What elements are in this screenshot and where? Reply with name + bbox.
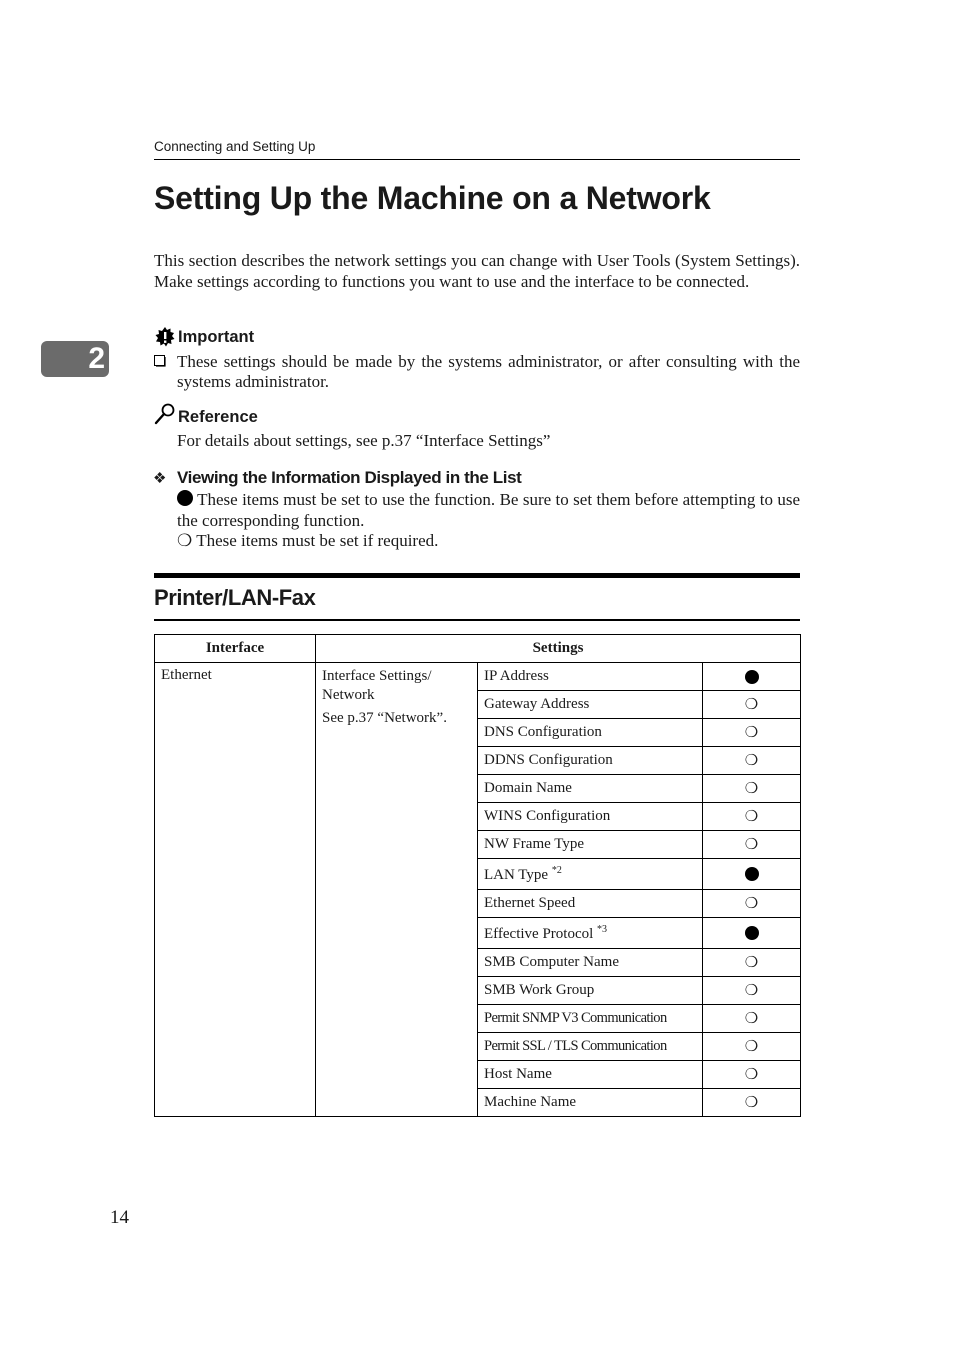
page-title: Setting Up the Machine on a Network	[154, 180, 711, 216]
footnote-ref: *3	[597, 923, 608, 935]
setting-name-cell	[478, 1089, 703, 1117]
settings-group-reference: See p.37 “Network”.	[322, 710, 447, 726]
setting-name-cell	[478, 1061, 703, 1089]
section-rule-bottom	[154, 619, 800, 621]
requirement-cell	[703, 977, 801, 1005]
filled-circle-icon	[745, 867, 759, 881]
filled-circle-icon	[177, 490, 193, 506]
open-circle-icon: ❍	[744, 753, 759, 769]
setting-name-cell	[478, 918, 703, 949]
requirement-cell	[703, 691, 801, 719]
setting-name: DDNS Configuration	[484, 752, 613, 768]
requirement-cell	[703, 1089, 801, 1117]
intro-paragraph: This section describes the network settings you can change with User Tools (System Settings). Make settings according to functions you want to use and the interface to be connected.	[154, 251, 800, 291]
setting-name: Machine Name	[484, 1094, 577, 1110]
open-circle-icon: ❍	[744, 1011, 759, 1027]
requirement-cell	[703, 1061, 801, 1089]
requirement-cell	[703, 803, 801, 831]
filled-circle-icon	[745, 926, 759, 940]
setting-name: Gateway Address	[484, 696, 590, 712]
open-circle-icon: ❍	[744, 1067, 759, 1083]
requirement-cell	[703, 663, 801, 691]
setting-name: WINS Configuration	[484, 808, 611, 824]
open-circle-icon: ❍	[744, 983, 759, 999]
requirement-cell	[703, 747, 801, 775]
header-rule	[154, 159, 800, 160]
setting-name: Permit SSL / TLS Communication	[484, 1038, 667, 1054]
setting-name: LAN Type	[484, 866, 549, 883]
setting-name-cell	[478, 1033, 703, 1061]
setting-name: IP Address	[484, 668, 549, 684]
filled-circle-icon	[745, 670, 759, 684]
open-circle-icon: ❍	[744, 725, 759, 741]
open-circle-icon: ❍	[744, 697, 759, 713]
setting-name: Host Name	[484, 1066, 552, 1082]
requirement-cell	[703, 949, 801, 977]
setting-name: DNS Configuration	[484, 724, 602, 740]
setting-name: Ethernet Speed	[484, 895, 576, 911]
open-circle-icon: ❍	[744, 955, 759, 971]
column-header-settings: Settings	[316, 635, 801, 663]
interface-cell: Ethernet	[155, 663, 316, 1117]
open-circle-icon: ❍	[744, 1039, 759, 1055]
section-rule-top	[154, 573, 800, 578]
setting-name: Domain Name	[484, 780, 572, 796]
requirement-cell	[703, 890, 801, 918]
setting-name-cell	[478, 859, 703, 890]
requirement-cell	[703, 719, 801, 747]
setting-name: SMB Work Group	[484, 982, 595, 998]
open-circle-icon: ❍	[744, 837, 759, 853]
viewing-heading: Viewing the Information Displayed in the List	[177, 468, 522, 487]
setting-name-cell	[478, 949, 703, 977]
filled-legend-text: These items must be set to use the function. Be sure to set them before attempting to use the corresponding function.	[177, 490, 800, 530]
setting-name-cell	[478, 663, 703, 691]
open-circle-icon: ❍	[744, 809, 759, 825]
important-text: These settings should be made by the systems administrator, or after consulting with the systems administrator.	[177, 352, 800, 391]
open-circle-icon: ❍	[177, 531, 193, 550]
setting-name-cell	[478, 747, 703, 775]
running-header: Connecting and Setting Up	[154, 139, 316, 154]
setting-name-cell	[478, 691, 703, 719]
setting-name: Permit SNMP V3 Communication	[484, 1010, 667, 1026]
footnote-ref: *2	[551, 864, 562, 876]
requirement-cell	[703, 918, 801, 949]
page-number: 14	[110, 1207, 129, 1228]
setting-name-cell	[478, 831, 703, 859]
important-icon	[155, 327, 175, 347]
setting-name-cell	[478, 890, 703, 918]
requirement-cell	[703, 859, 801, 890]
reference-heading: Reference	[178, 408, 258, 426]
open-circle-icon: ❍	[744, 1095, 759, 1111]
setting-name-cell	[478, 803, 703, 831]
settings-table	[154, 634, 801, 1117]
settings-group-cell	[316, 663, 478, 1117]
setting-name-cell	[478, 719, 703, 747]
section-title: Printer/LAN-Fax	[154, 585, 316, 610]
open-circle-icon: ❍	[744, 781, 759, 797]
important-heading: Important	[178, 328, 255, 346]
requirement-cell	[703, 1033, 801, 1061]
table-row	[155, 663, 801, 691]
setting-name: NW Frame Type	[484, 836, 585, 852]
chapter-number: 2	[88, 342, 105, 375]
requirement-cell	[703, 1005, 801, 1033]
reference-text: For details about settings, see p.37 “Interface Settings”	[177, 431, 551, 450]
setting-name-cell	[478, 775, 703, 803]
viewing-legend	[177, 490, 800, 552]
setting-name-cell	[478, 977, 703, 1005]
setting-name: Effective Protocol	[484, 925, 594, 942]
magnifier-icon	[154, 403, 176, 425]
requirement-cell	[703, 775, 801, 803]
diamond-bullet-icon: ❖	[153, 471, 167, 487]
requirement-cell	[703, 831, 801, 859]
settings-group-label: Interface Settings/ Network	[322, 668, 432, 703]
column-header-interface: Interface	[155, 635, 316, 663]
open-circle-icon: ❍	[744, 896, 759, 912]
setting-name: SMB Computer Name	[484, 954, 619, 970]
checkbox-bullet-icon	[154, 355, 166, 367]
setting-name-cell	[478, 1005, 703, 1033]
open-legend-text: These items must be set if required.	[196, 531, 439, 550]
chapter-tab	[41, 341, 109, 377]
